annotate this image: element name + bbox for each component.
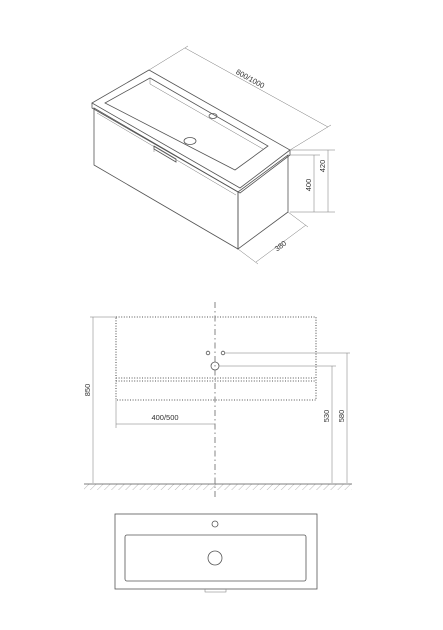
plan-tap-hole <box>212 521 218 527</box>
plan-overflow-tab <box>205 589 226 592</box>
drain-height-label: 580 <box>337 409 346 423</box>
depth-ext-back <box>288 212 308 227</box>
basin-rim-front <box>92 103 290 193</box>
cabinet-height-label: 400 <box>304 178 313 192</box>
tap-marker-right <box>221 351 225 355</box>
drain-lower-label: 530 <box>322 409 331 423</box>
floor-hatch <box>84 484 352 490</box>
basin-bowl-edge <box>150 78 263 149</box>
basin-plan-bowl <box>125 535 306 581</box>
total-height-label: 420 <box>318 159 327 173</box>
drain-hole <box>184 138 196 145</box>
width-ext-right <box>290 125 331 150</box>
install-height-label: 850 <box>83 383 92 397</box>
width-ext-left <box>149 46 188 70</box>
cabinet-side-face <box>238 155 288 249</box>
width-dim-line <box>185 48 328 127</box>
tap-marker-left <box>206 351 210 355</box>
cabinet-front-face <box>94 108 238 249</box>
plan-drain-hole <box>208 551 222 565</box>
depth-ext-front <box>238 249 258 264</box>
center-offset-label: 400/500 <box>151 413 179 422</box>
depth-label: 380 <box>272 238 289 254</box>
drawer-top-line <box>97 113 236 195</box>
basin-plan-outer <box>115 514 317 589</box>
isometric-view <box>92 46 335 264</box>
front-elevation-view <box>83 302 352 500</box>
cabinet-front-outline <box>116 317 316 400</box>
plan-view <box>115 514 317 592</box>
width-range-label: 800/1000 <box>234 67 267 91</box>
